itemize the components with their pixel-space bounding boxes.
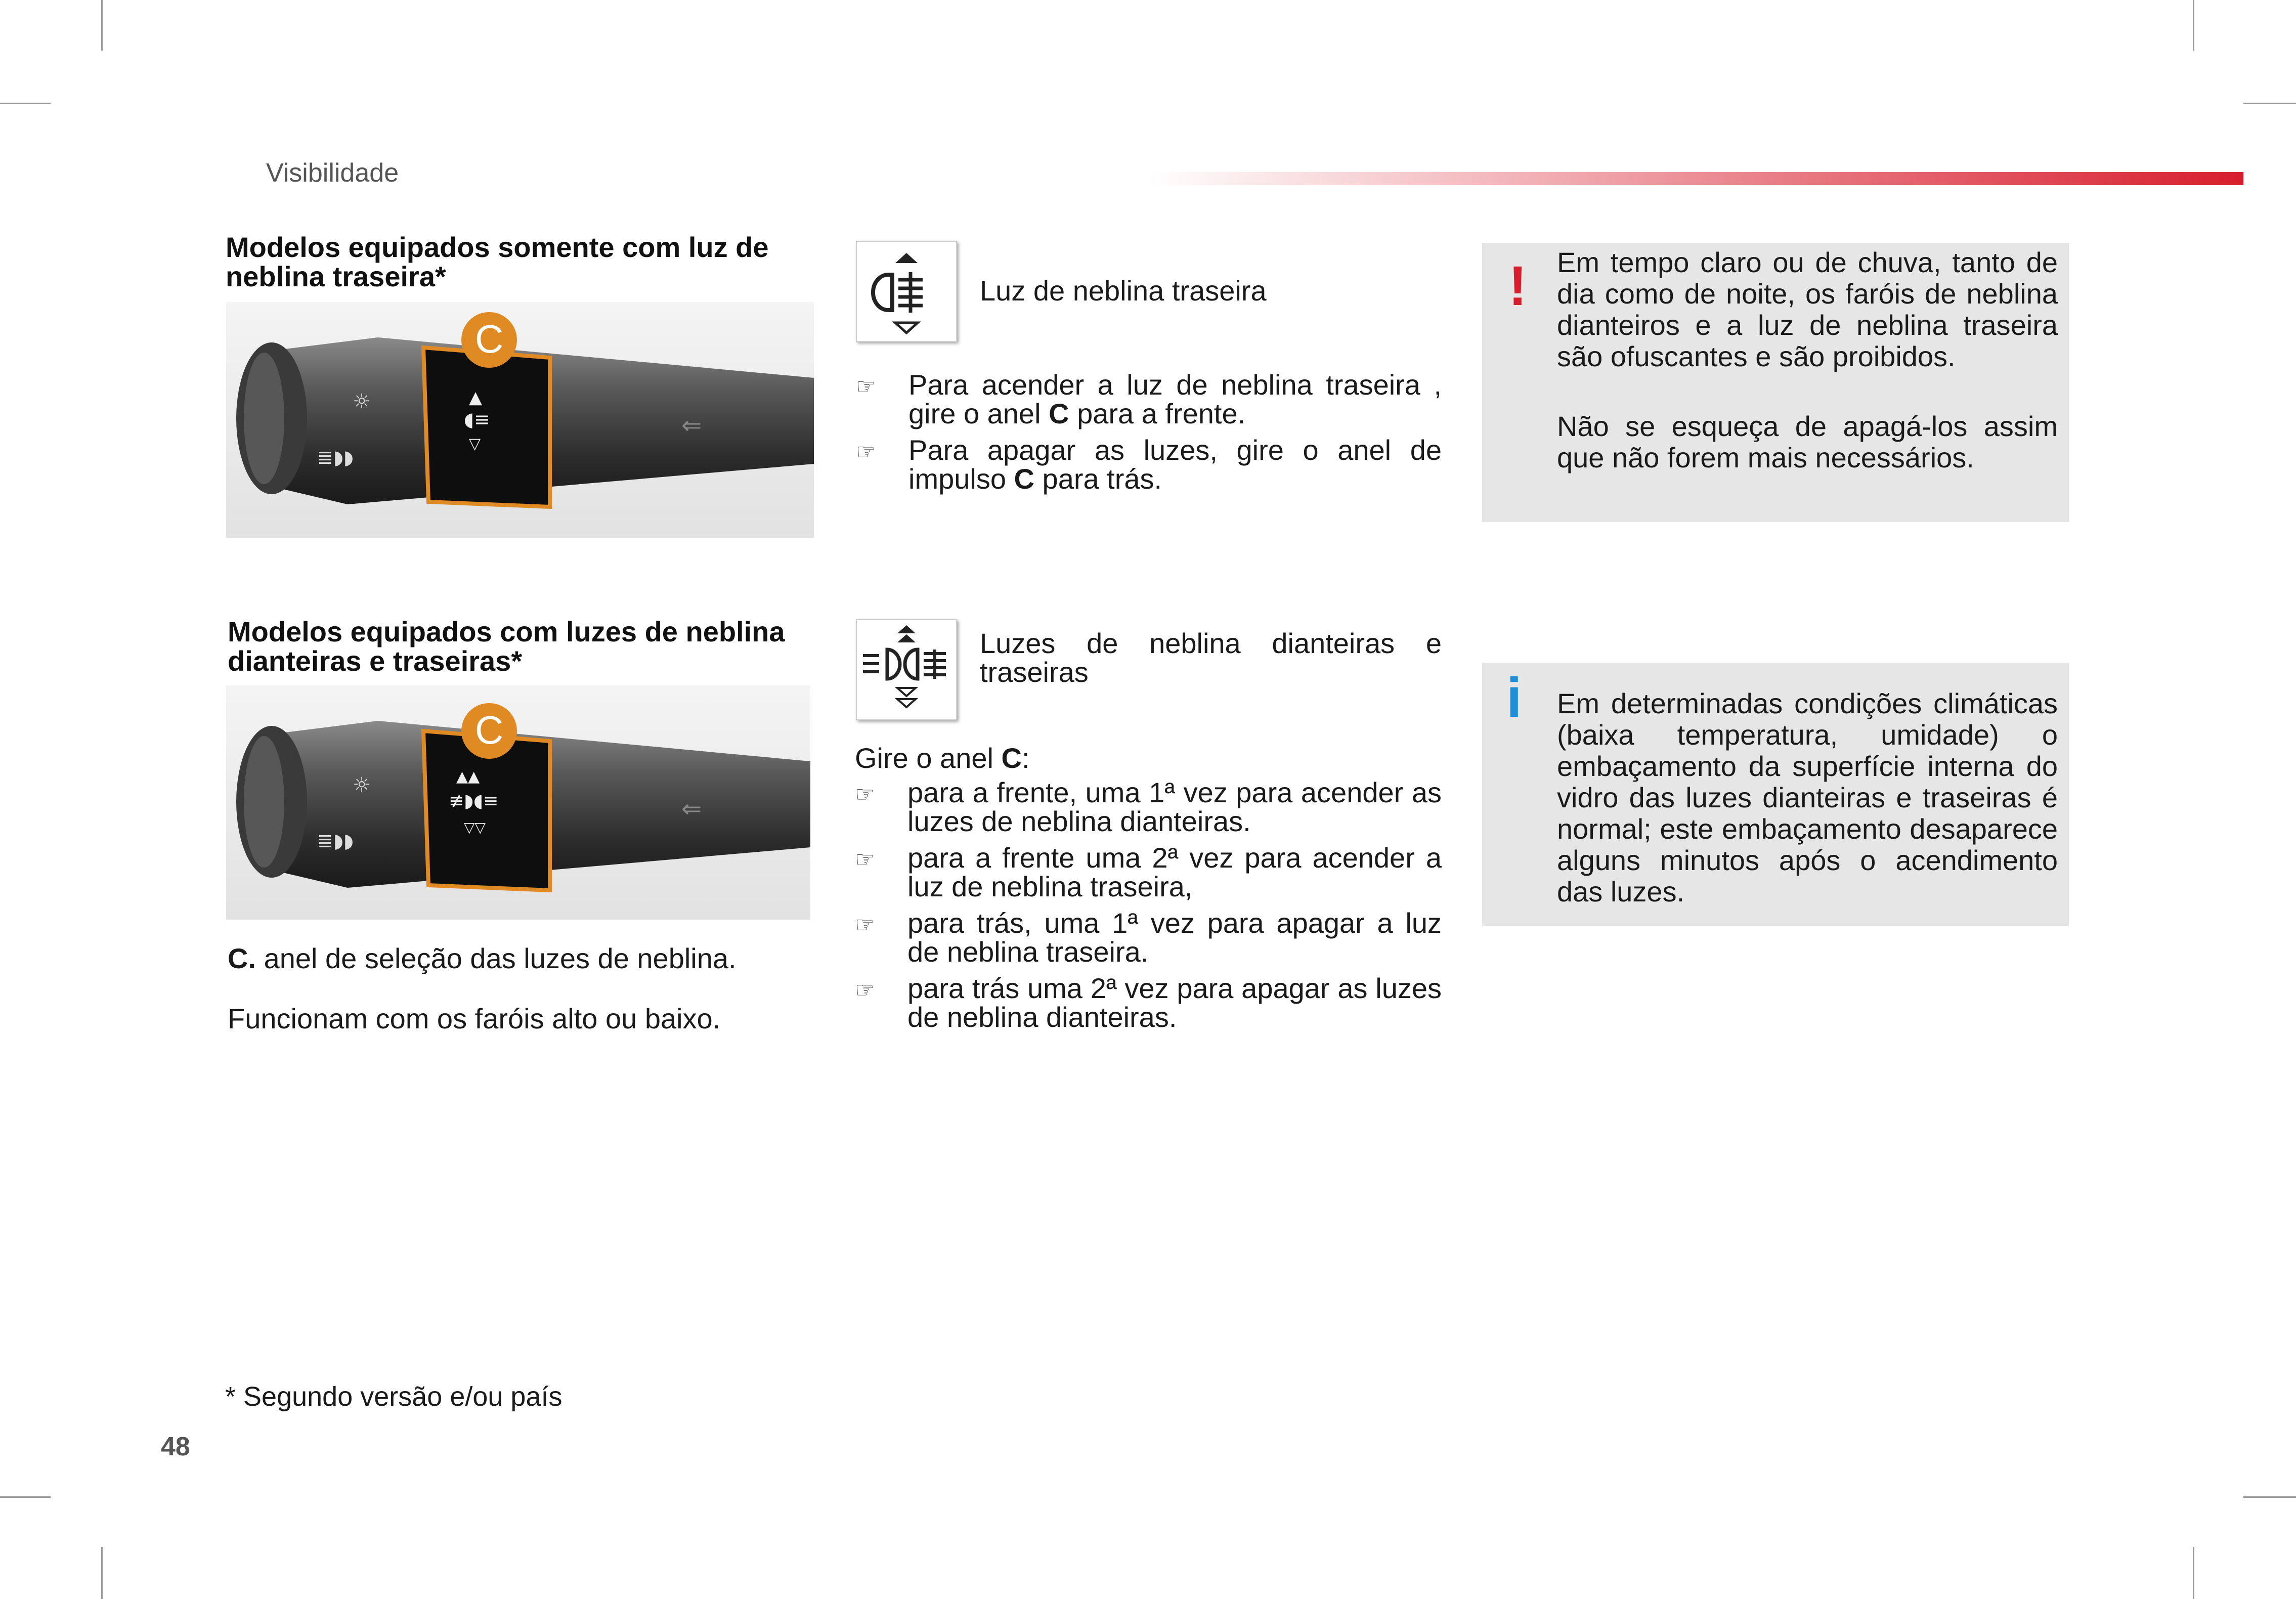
info-icon: i	[1506, 667, 1522, 729]
svg-text:≢◗◖≡: ≢◗◖≡	[449, 791, 499, 811]
ring-intro: Gire o anel C:	[855, 742, 1030, 774]
warning-text-1: Em tempo claro ou de chuva, tanto de dia como de noite, os faróis de neblina dianteiros e a luz de neblina traseira são ofuscantes e são proibidos.	[1557, 246, 2058, 372]
section-title: Visibilidade	[266, 158, 399, 188]
crop-mark	[2243, 103, 2296, 104]
stalk-photo-front-rear-fog	[226, 685, 810, 920]
footnote: * Segundo versão e/ou país	[225, 1381, 562, 1412]
svg-text:⇐: ⇐	[681, 411, 702, 440]
list-item: ☞ para trás, uma 1ª vez para apagar a luz de neblina traseira.	[855, 907, 1442, 968]
heading-front-rear-fog: Modelos equipados com luzes de neblina dianteiras e traseiras*	[228, 616, 785, 677]
info-text: Em determinadas condições climáticas (baixa temperatura, umidade) o embaçamento da superfície interna do vidro das luzes dianteiras e traseiras é normal; este embaçamento desaparece alguns minutos após o acendimento das luzes.	[1557, 687, 2058, 907]
crop-mark	[101, 0, 103, 51]
crop-mark	[2193, 1547, 2194, 1599]
stalk-photo-rear-fog	[226, 302, 814, 538]
ring-c-label: C	[474, 708, 504, 752]
svg-text:⇐: ⇐	[681, 795, 702, 823]
pointing-hand-icon: ☞	[855, 978, 875, 1003]
ring-c-label: C	[474, 317, 504, 361]
svg-text:☼: ☼	[353, 390, 371, 413]
caption-headlights: Funcionam com os faróis alto ou baixo.	[228, 1003, 721, 1034]
lighting-stalk-image	[226, 685, 810, 920]
pointing-hand-icon: ☞	[855, 913, 875, 937]
list-item: ☞ para a frente uma 2ª vez para acender a luz de neblina traseira,	[855, 842, 1442, 902]
ring-caption	[228, 944, 814, 973]
front-and-rear-fog-lights-icon	[856, 619, 957, 720]
pointing-hand-icon: ☞	[855, 847, 875, 872]
svg-text:≣◗◗: ≣◗◗	[317, 830, 354, 852]
front-rear-fog-title: Luzes de neblina dianteiras e traseiras	[980, 627, 1442, 688]
list-item: ☞ Para acender a luz de neblina traseira , gire o anel C para a frente.	[856, 369, 1442, 429]
page-number: 48	[161, 1432, 190, 1461]
warning-text-2: Não se esqueça de apagá-los assim que não forem mais necessários.	[1557, 410, 2058, 473]
header-accent-bar	[1148, 172, 2243, 185]
lighting-stalk-image	[226, 302, 814, 538]
front-rear-fog-instructions	[855, 778, 1442, 1039]
warning-note	[1482, 243, 2069, 522]
rear-fog-title: Luz de neblina traseira	[980, 275, 1267, 307]
svg-text:▲: ▲	[469, 387, 483, 408]
list-item: ☞ para trás uma 2ª vez para apagar as luzes de neblina dianteiras.	[855, 972, 1442, 1033]
svg-text:▽▽: ▽▽	[464, 819, 486, 836]
crop-mark	[2193, 0, 2194, 51]
svg-text:▲▲: ▲▲	[456, 768, 480, 786]
pointing-hand-icon: ☞	[855, 782, 875, 807]
rear-fog-light-icon	[856, 241, 957, 342]
crop-mark	[0, 103, 51, 104]
heading-rear-fog-only: Modelos equipados somente com luz de neblina traseira*	[226, 231, 769, 292]
warning-icon: !	[1508, 255, 1527, 317]
caption-key: C.	[228, 942, 256, 974]
svg-text:▽: ▽	[469, 435, 481, 453]
crop-mark	[0, 1496, 51, 1498]
svg-text:☼: ☼	[353, 773, 371, 797]
pointing-hand-icon: ☞	[856, 440, 876, 464]
list-item: ☞ para a frente, uma 1ª vez para acender as luzes de neblina dianteiras.	[855, 776, 1442, 837]
info-note	[1482, 663, 2069, 926]
svg-text:◖≡: ◖≡	[464, 408, 490, 430]
list-item: ☞ Para apagar as luzes, gire o anel de impulso C para trás.	[856, 434, 1442, 495]
rear-fog-instructions	[856, 370, 1442, 501]
crop-mark	[2243, 1496, 2296, 1498]
svg-text:≣◗◗: ≣◗◗	[317, 446, 354, 468]
crop-mark	[101, 1547, 103, 1599]
pointing-hand-icon: ☞	[856, 374, 876, 399]
caption-text: anel de seleção das luzes de neblina.	[264, 942, 737, 974]
